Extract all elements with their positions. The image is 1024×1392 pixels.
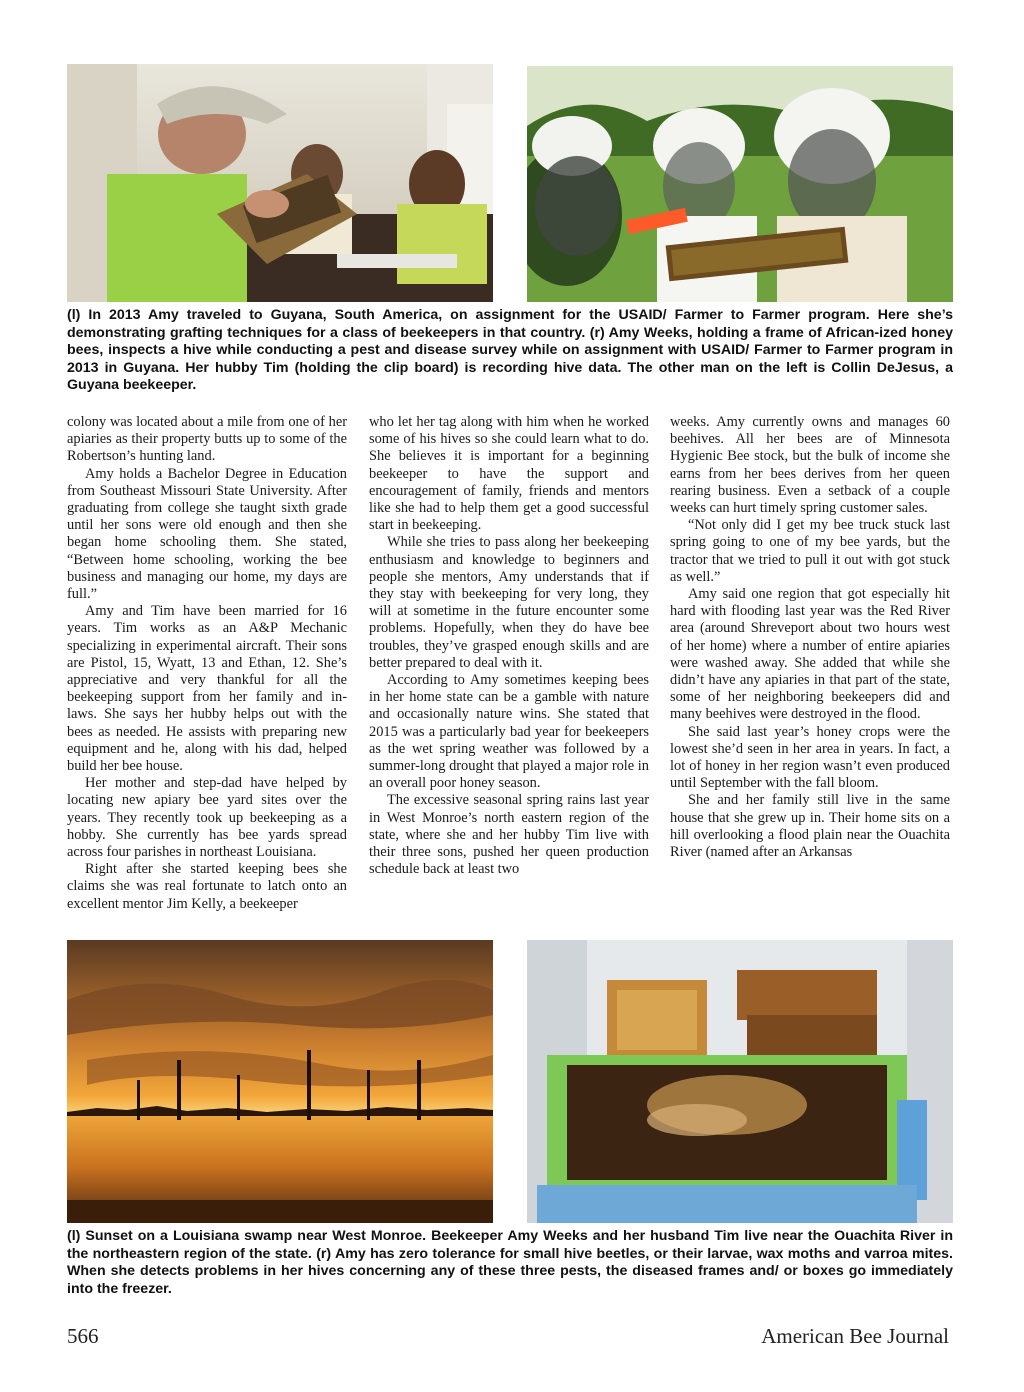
paragraph: She and her family still live in the same house that she grew up in. Their home sits on a hill overlooking a flood plain near the Ouachita River (named after an Arkansas [670, 792, 950, 861]
paragraph: Amy holds a Bachelor Degree in Education from Southeast Missouri State University. After graduating from college she taught sixth grade until her sons were old enough and then she began home schooling them. She stated, “Between home schooling, working the bee business and managing our home, my days are full.” [67, 465, 347, 603]
paragraph: “Not only did I get my bee truck stuck last spring going to one of my bee yards, but the tractor that we tried to pull it out with got stuck as well.” [670, 517, 950, 585]
text-column-1 [67, 414, 347, 913]
top-photo-caption: (l) In 2013 Amy traveled to Guyana, South America, on assignment for the USAID/ Farmer to Farmer program. Here she’s demonstrating grafting techniques for a class of beekeepers in that country. (r) Amy Weeks, holding a frame of African-ized honey bees, inspects a hive while conducting a pest and disease survey while on assignment with USAID/ Farmer to Farmer program in 2013 in Guyana. Her hubby Tim (holding the clip board) is recording hive data. The other man on the left is Collin DeJesus, a Guyana beekeeper. [67, 307, 953, 394]
text-column-3 [670, 414, 950, 861]
bottom-photo-caption: (l) Sunset on a Louisiana swamp near West Monroe. Beekeeper Amy Weeks and her husband Tim live near the Ouachita River in the northeastern region of the state. (r) Amy has zero tolerance for small hive beetles, or their larvae, wax moths and varroa mites. When she detects problems in her hives concerning any of these three pests, the diseased frames and/ or boxes go immediately into the freezer. [67, 1228, 953, 1297]
paragraph: Amy said one region that got especially hit hard with flooding last year was the Red River area (around Shreveport about two hours west of her home) where a number of entire apiaries were washed away. She added that while she didn’t have any apiaries in that part of the state, some of her neighboring beekeepers did and many beehives were destroyed in the flood. [670, 586, 950, 723]
paragraph: who let her tag along with him when he worked some of his hives so she could learn what to do. She believes it is important for a beginning beekeeper to have the support and encouragement of family, friends and mentors like she had to help them get a good successful start in beekeeping. [369, 414, 649, 534]
paragraph: Amy and Tim have been married for 16 years. Tim works as an A&P Mechanic specializing in experimental aircraft. Their sons are Pistol, 15, Wyatt, 13 and Ethan, 12. She’s appreciative and very thankful for all the beekeeping support from her family and in-laws. She says her hubby helps out with the bees as needed. He assists with preparing new equipment and he, along with his dad, helped build her bee house. [67, 603, 347, 775]
paragraph: colony was located about a mile from one of her apiaries as their property butts up to some of the Robertson’s hunting land. [67, 414, 347, 465]
paragraph: Right after she started keeping bees she claims she was real fortunate to latch onto an excellent mentor Jim Kelly, a beekeeper [67, 861, 347, 912]
paragraph: Her mother and step-dad have helped by locating new apiary bee yard sites over the years. They recently took up beekeeping as a hobby. She currently has bee yards spread across four parishes in northeast Louisiana. [67, 775, 347, 861]
paragraph: She said last year’s honey crops were the lowest she’d seen in her area in years. In fact, a lot of honey in her region wasn’t even produced until September with the fall bloom. [670, 723, 950, 792]
text-column-2 [369, 414, 649, 878]
photo-amy-grafting [67, 64, 493, 302]
page-number: 566 [67, 1324, 99, 1348]
photo-hive-inspection [527, 66, 953, 302]
paragraph: While she tries to pass along her beekeeping enthusiasm and knowledge to beginners and people she mentors, Amy understands that if they stay with beekeeping for very long, they will at sometime in the future encounter some problems. Hopefully, when they do have bee troubles, they’ve grasped enough skills and are better prepared to deal with it. [369, 534, 649, 671]
paragraph: The excessive seasonal spring rains last year in West Monroe’s north eastern region of the state, where she and her hubby Tim live with their three sons, pushed her queen production schedule back at least two [369, 792, 649, 878]
photo-hive-frames-freezer [527, 940, 953, 1223]
photo-swamp-sunset [67, 940, 493, 1223]
paragraph: weeks. Amy currently owns and manages 60 beehives. All her bees are of Minnesota Hygienic Bee stock, but the bulk of income she earns from her bees derives from her queen rearing business. Even a setback of a couple weeks can hurt timely spring customer sales. [670, 414, 950, 517]
paragraph: According to Amy sometimes keeping bees in her home state can be a gamble with nature and occasionally nature wins. She stated that 2015 was a particularly bad year for beekeepers as the wet spring weather was followed by a summer-long drought that played a major role in an overall poor honey season. [369, 672, 649, 792]
journal-name: American Bee Journal [761, 1324, 949, 1348]
